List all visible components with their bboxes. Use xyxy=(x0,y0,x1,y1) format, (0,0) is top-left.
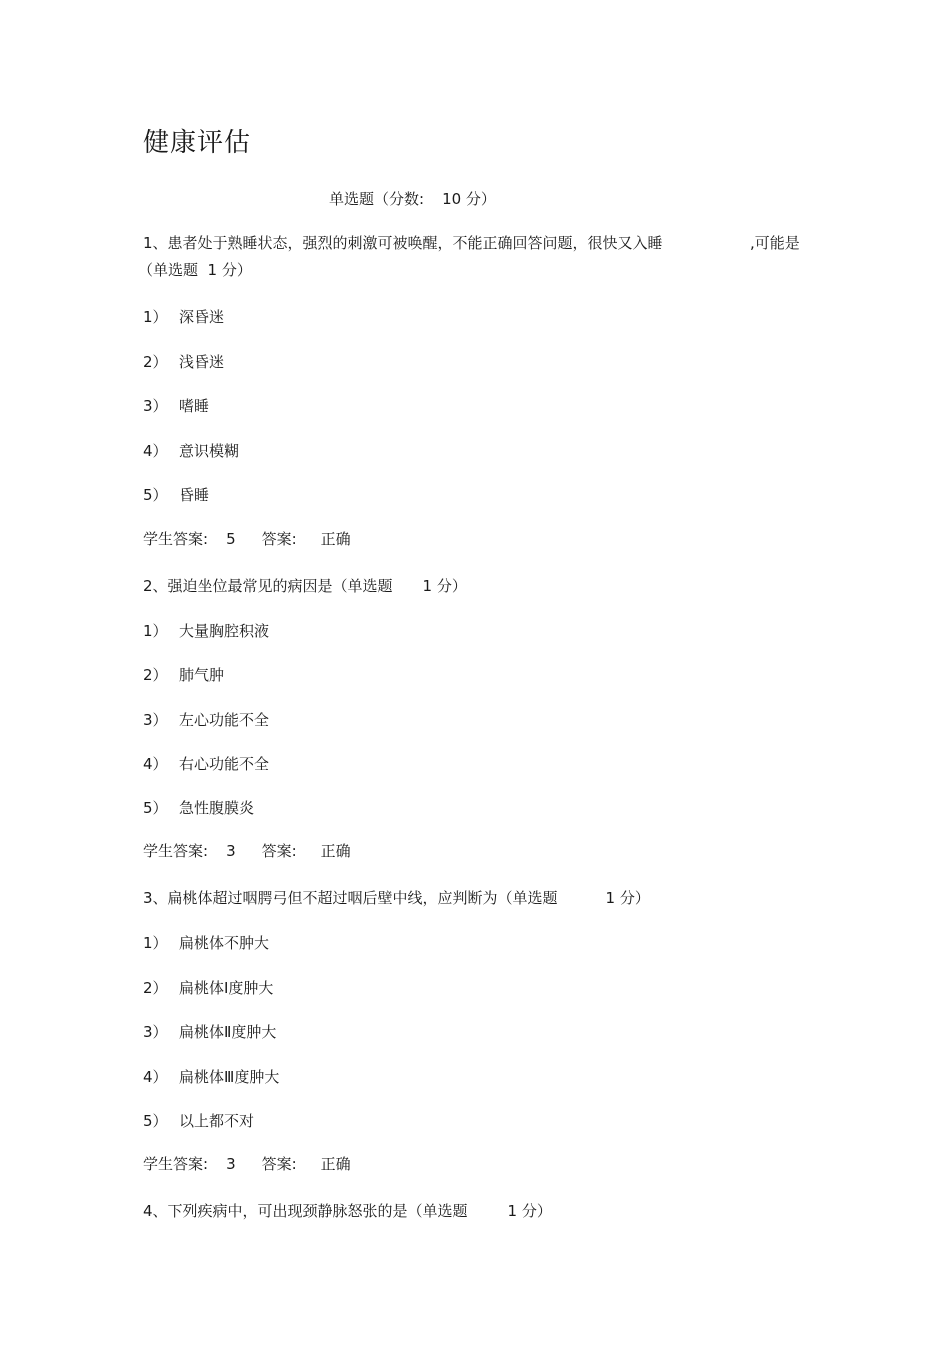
question-4-text xyxy=(143,1201,552,1221)
question-2-stem: 2、强迫坐位最常见的病因是（单选题 xyxy=(143,577,393,595)
question-1-meta: （单选题 1 分） xyxy=(138,261,252,279)
question-2-answer-row xyxy=(143,841,351,861)
question-1-text-tail: ,可能是 xyxy=(750,234,800,252)
question-1-answer-row xyxy=(143,529,351,549)
option-label: 深昏迷 xyxy=(179,308,225,326)
option-number: 2） xyxy=(143,353,168,371)
answer-result: 正确 xyxy=(320,842,351,860)
option-label: 意识模糊 xyxy=(179,442,240,460)
option-number: 4） xyxy=(143,1068,168,1086)
answer-label: 答案: xyxy=(261,842,297,860)
option-number: 3） xyxy=(143,397,168,415)
student-answer-value: 3 xyxy=(226,842,236,860)
option-number: 5） xyxy=(143,486,168,504)
question-1-option-5 xyxy=(143,485,209,505)
section-label: 单选题（分数: xyxy=(329,190,425,208)
question-1-option-3 xyxy=(143,396,209,416)
question-2-option-3 xyxy=(143,710,269,730)
question-1-option-2 xyxy=(143,352,224,372)
section-score: 10 分） xyxy=(442,190,496,208)
student-answer-label: 学生答案: xyxy=(143,1155,209,1173)
option-label: 肺气肿 xyxy=(179,666,225,684)
section-header xyxy=(329,188,496,209)
option-label: 扁桃体不肿大 xyxy=(179,934,270,952)
option-label: 以上都不对 xyxy=(179,1112,255,1130)
answer-result: 正确 xyxy=(320,530,351,548)
question-3-option-1 xyxy=(143,933,269,953)
question-2-points: 1 分） xyxy=(422,577,467,595)
option-label: 扁桃体Ⅲ度肿大 xyxy=(179,1068,280,1086)
question-3-answer-row xyxy=(143,1154,351,1174)
question-3-option-2 xyxy=(143,978,273,998)
option-label: 右心功能不全 xyxy=(179,755,270,773)
option-label: 浅昏迷 xyxy=(179,353,225,371)
option-number: 5） xyxy=(143,799,168,817)
option-number: 4） xyxy=(143,755,168,773)
student-answer-value: 5 xyxy=(226,530,236,548)
option-number: 1） xyxy=(143,934,168,952)
answer-result: 正确 xyxy=(320,1155,351,1173)
student-answer-value: 3 xyxy=(226,1155,236,1173)
question-1-option-4 xyxy=(143,441,239,461)
option-number: 1） xyxy=(143,622,168,640)
option-number: 4） xyxy=(143,442,168,460)
option-label: 嗜睡 xyxy=(179,397,210,415)
option-number: 2） xyxy=(143,666,168,684)
option-number: 1） xyxy=(143,308,168,326)
question-1-option-1 xyxy=(143,307,224,327)
question-3-points: 1 分） xyxy=(605,889,650,907)
question-3-text xyxy=(143,888,650,908)
document-title: 健康评估 xyxy=(143,128,252,158)
question-2-option-2 xyxy=(143,665,224,685)
question-2-option-1 xyxy=(143,621,269,641)
question-4-points: 1 分） xyxy=(507,1202,552,1220)
question-3-option-3 xyxy=(143,1022,276,1042)
question-3-stem: 3、扁桃体超过咽腭弓但不超过咽后壁中线，应判断为（单选题 xyxy=(143,889,558,907)
option-label: 急性腹膜炎 xyxy=(179,799,255,817)
answer-label: 答案: xyxy=(261,530,297,548)
question-2-option-4 xyxy=(143,754,269,774)
option-number: 3） xyxy=(143,711,168,729)
question-3-option-4 xyxy=(143,1067,279,1087)
question-1-text: 1、患者处于熟睡状态，强烈的刺激可被唤醒，不能正确回答问题，很快又入睡 xyxy=(143,234,663,252)
option-label: 扁桃体Ⅱ度肿大 xyxy=(179,1023,277,1041)
question-2-text xyxy=(143,576,467,596)
option-label: 扁桃体Ⅰ度肿大 xyxy=(179,979,274,997)
answer-label: 答案: xyxy=(261,1155,297,1173)
option-number: 5） xyxy=(143,1112,168,1130)
question-3-option-5 xyxy=(143,1111,254,1131)
option-label: 左心功能不全 xyxy=(179,711,270,729)
question-2-option-5 xyxy=(143,798,254,818)
question-4-stem: 4、下列疾病中，可出现颈静脉怒张的是（单选题 xyxy=(143,1202,468,1220)
option-label: 大量胸腔积液 xyxy=(179,622,270,640)
student-answer-label: 学生答案: xyxy=(143,842,209,860)
option-number: 3） xyxy=(143,1023,168,1041)
option-label: 昏睡 xyxy=(179,486,210,504)
student-answer-label: 学生答案: xyxy=(143,530,209,548)
option-number: 2） xyxy=(143,979,168,997)
